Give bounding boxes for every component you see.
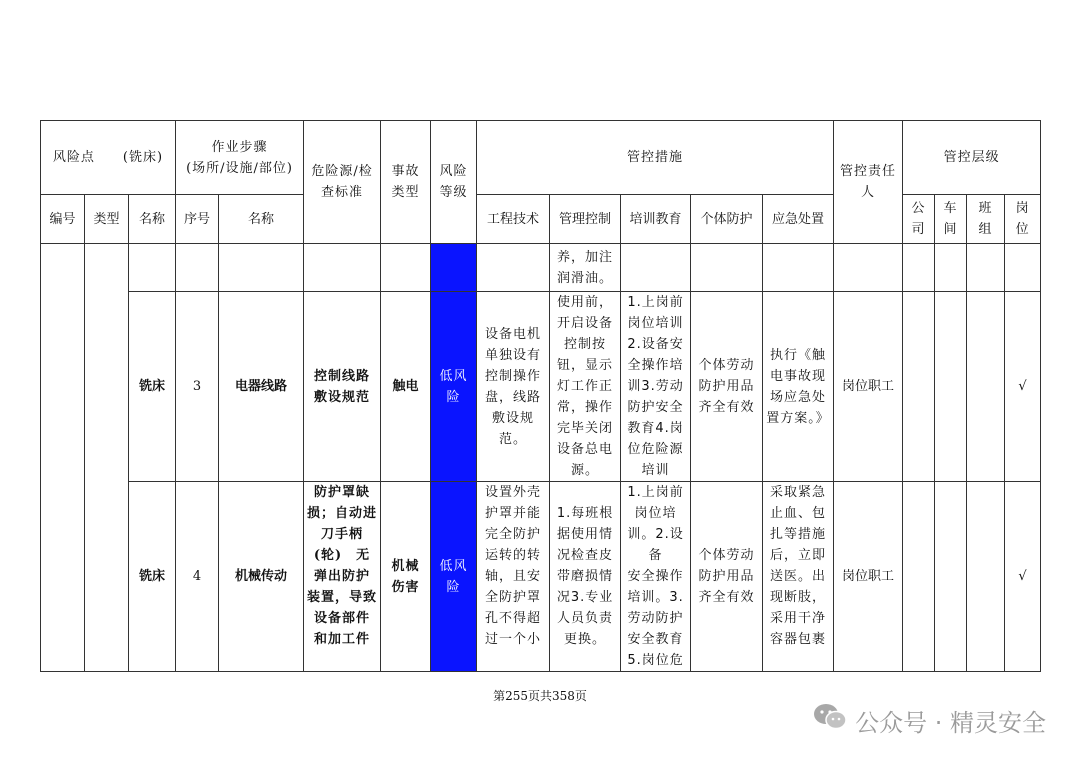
cell-responsible xyxy=(834,244,903,292)
header-work-step: 作业步骤 (场所/设施/部位) xyxy=(176,121,304,195)
cell-level-company xyxy=(903,292,935,482)
table-row xyxy=(41,292,1041,482)
cell-training: 1.上岗前 岗位培训 2.设备安 全操作培 训3.劳动 防护安全 教育4.岗 位危险源 培训 xyxy=(621,292,691,482)
cell-ppe: 个体劳动 防护用品 齐全有效 xyxy=(691,482,763,672)
header-accident-type: 事故 类型 xyxy=(381,121,431,244)
cell-seq: 3 xyxy=(176,292,219,482)
cell-level-team xyxy=(967,244,1005,292)
cell-level-company xyxy=(903,482,935,672)
wechat-icon xyxy=(813,703,855,737)
table-row xyxy=(41,482,1041,672)
header-training: 培训教育 xyxy=(621,195,691,244)
header-control-measures: 管控措施 xyxy=(477,121,834,195)
watermark-text: 公众号 · 精灵安全 xyxy=(855,708,1046,737)
cell-level-workshop xyxy=(935,244,967,292)
cell-step-name: 电器线路 xyxy=(219,292,304,482)
cell-name xyxy=(129,244,176,292)
header-type: 类型 xyxy=(85,195,129,244)
risk-control-table xyxy=(40,120,1041,672)
cell-level-post: √ xyxy=(1005,292,1041,482)
header-control-level: 管控层级 xyxy=(903,121,1041,195)
table-row xyxy=(41,244,1041,292)
cell-ppe: 个体劳动 防护用品 齐全有效 xyxy=(691,292,763,482)
cell-name: 铣床 xyxy=(129,292,176,482)
cell-engineering: 设备电机 单独设有 控制操作 盘，线路 敷设规 范。 xyxy=(477,292,550,482)
cell-emergency: 执行《触 电事故现 场应急处 置方案。》 xyxy=(763,292,834,482)
cell-type xyxy=(85,244,129,672)
cell-engineering: 设置外壳 护罩并能 完全防护 运转的转 轴，且安 全防护罩 孔不得超 过一个小 xyxy=(477,482,550,672)
cell-risk-level: 低风 险 xyxy=(431,292,477,482)
header-responsible: 管控责任 人 xyxy=(834,121,903,244)
watermark xyxy=(813,700,1046,740)
cell-responsible: 岗位职工 xyxy=(834,482,903,672)
header-emergency: 应急处置 xyxy=(763,195,834,244)
header-name: 名称 xyxy=(129,195,176,244)
header-level-company: 公 司 xyxy=(903,195,935,244)
page-number: 第255页共358页 xyxy=(493,689,587,703)
cell-seq xyxy=(176,244,219,292)
header-ppe: 个体防护 xyxy=(691,195,763,244)
cell-level-workshop xyxy=(935,292,967,482)
cell-step-name: 机械传动 xyxy=(219,482,304,672)
cell-management: 养，加注 润滑油。 xyxy=(550,244,621,292)
cell-risk-level: 低风 险 xyxy=(431,482,477,672)
cell-engineering xyxy=(477,244,550,292)
header-level-post: 岗 位 xyxy=(1005,195,1041,244)
header-step-name: 名称 xyxy=(219,195,304,244)
cell-risk-level xyxy=(431,244,477,292)
header-level-team: 班 组 xyxy=(967,195,1005,244)
cell-training xyxy=(621,244,691,292)
header-no: 编号 xyxy=(41,195,85,244)
header-seq: 序号 xyxy=(176,195,219,244)
header-engineering: 工程技术 xyxy=(477,195,550,244)
cell-accident: 触电 xyxy=(381,292,431,482)
header-level-workshop: 车 间 xyxy=(935,195,967,244)
header-risk-level: 风险 等级 xyxy=(431,121,477,244)
cell-level-team xyxy=(967,292,1005,482)
cell-level-post: √ xyxy=(1005,482,1041,672)
cell-emergency: 采取紧急 止血、包 扎等措施 后，立即 送医。出 现断肢， 采用干净 容器包裹 xyxy=(763,482,834,672)
cell-level-team xyxy=(967,482,1005,672)
cell-emergency xyxy=(763,244,834,292)
cell-training: 1.上岗前 岗位培 训。2.设备 安全操作 培训。3. 劳动防护 安全教育 5.岗位危 xyxy=(621,482,691,672)
cell-responsible: 岗位职工 xyxy=(834,292,903,482)
cell-ppe xyxy=(691,244,763,292)
cell-step-name xyxy=(219,244,304,292)
cell-management: 1.每班根 据使用情 况检查皮 带磨损情 况3.专业 人员负责 更换。 xyxy=(550,482,621,672)
header-hazard: 危险源/检 查标准 xyxy=(304,121,381,244)
cell-management: 使用前， 开启设备 控制按 钮，显示 灯工作正 常，操作 完毕关闭 设备总电 源。 xyxy=(550,292,621,482)
cell-accident: 机械 伤害 xyxy=(381,482,431,672)
cell-level-workshop xyxy=(935,482,967,672)
cell-hazard: 防护罩缺 损；自动进 刀手柄 (轮) 无 弹出防护 装置，导致 设备部件 和加工件 xyxy=(304,482,381,672)
cell-no xyxy=(41,244,85,672)
header-risk-point: 风险点 (铣床) xyxy=(41,121,176,195)
cell-level-company xyxy=(903,244,935,292)
cell-level-post xyxy=(1005,244,1041,292)
cell-seq: 4 xyxy=(176,482,219,672)
cell-hazard: 控制线路 敷设规范 xyxy=(304,292,381,482)
cell-hazard xyxy=(304,244,381,292)
header-management: 管理控制 xyxy=(550,195,621,244)
cell-accident xyxy=(381,244,431,292)
cell-name: 铣床 xyxy=(129,482,176,672)
